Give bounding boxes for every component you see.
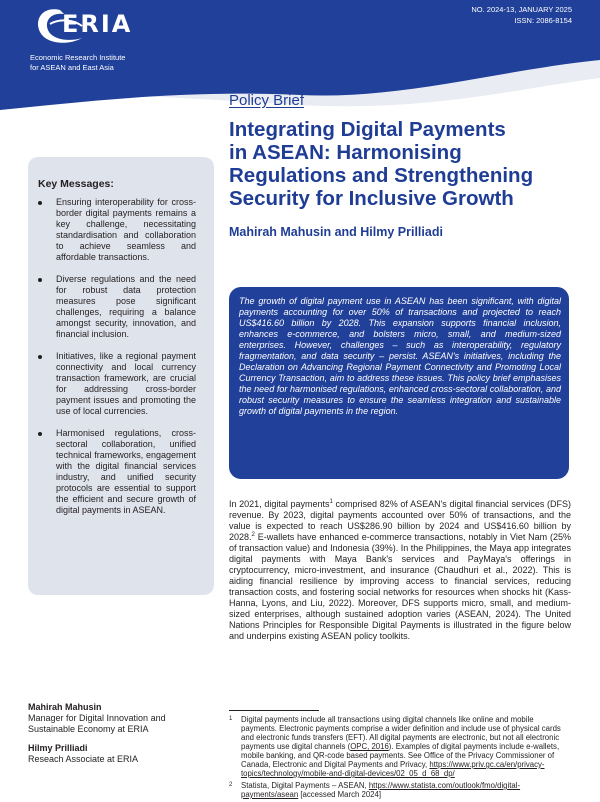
footnote-number: 2 <box>229 782 233 788</box>
organization-name <box>30 53 125 73</box>
footnote-text: ). Examples of digital payments include e-wallets, mobile banking, and QR-code based payments. See Office of the Privacy Commissioner of Canada, Electronic and Digital Payments and Privacy, <box>241 742 560 769</box>
footnote-ref[interactable]: 1 <box>329 499 333 505</box>
key-message-item: Diverse regulations and the need for robust data protection measures pose significant challenges, requiring a balance amongst security, innovation, and financial inclusion. <box>36 274 196 340</box>
footnotes <box>229 715 571 802</box>
title-line: in ASEAN: Harmonising <box>229 141 462 164</box>
footnote-link[interactable]: https://www.statista.com/outlook/fmo/digital-payments/asean <box>241 781 521 799</box>
footnote-text: [accessed March 2024] <box>298 790 381 799</box>
policy-brief-label: Policy Brief <box>229 92 305 109</box>
key-messages-title: Key Messages: <box>38 178 114 190</box>
key-message-item: Harmonised regulations, cross-sectoral collaboration, unified technical frameworks, engagement with the digital financial services industry, and unified security protocols are essential to support the efficient and secure growth of digital payments in ASEAN. <box>36 428 196 516</box>
authors-line: Mahirah Mahusin and Hilmy Prilliadi <box>229 225 443 239</box>
issn: ISSN: 2086-8154 <box>514 16 572 25</box>
abstract-text: The growth of digital payment use in ASEAN has been significant, with digital payments accounting for over 50% of transactions and projected to reach US$416.60 billion by 2028. This expansion supports financial inclusion, enhances e-commerce, and bolsters micro, small, and medium-sized enterprises. However, challenges – such as interoperability, regulatory fragmentation, and data security – persist. ASEAN's initiatives, including the Declaration on Advancing Regional Payment Connectivity and Promoting Local Currency Transaction, aim to address these issues. This policy brief emphasises the need for harmonised regulations, enhanced cross-sectoral collaboration, and robust security measures to ensure the seamless integration and sustainable growth of digital payments in the region. <box>239 296 561 416</box>
footnote-text: Digital payments include all transactions using digital channels like online and mobile payments. Electronic payments comprise a wider definition and include use of physical cards and electronic funds transfers (EFT). All digital payments are electronic, but not all electronic payments use digital channels ( <box>241 715 561 751</box>
body-text-part: comprised 82% of ASEAN's digital financial services (DFS) revenue. By 2023, digital payments accounted over 50% of transactions, and the value is expected to reach US$286.90 billion by 2024 and US$416.60 billion by 2028. <box>229 499 571 542</box>
author-role: Reseach Associate at ERIA <box>28 754 139 764</box>
title-line: Integrating Digital Payments <box>229 118 506 141</box>
footnote <box>229 715 571 778</box>
author-name: Mahirah Mahusin <box>28 702 102 712</box>
body-text-part: E-wallets have enhanced e-commerce transactions, notably in Viet Nam (25% of transaction value) and Indonesia (39%). In the Philippines, the Maya app integrates digital payments with Maya Bank's services and PayMaya's offerings in cryptocurrency, micro-investment, and insurance (Chaudhuri et al., 2022). This is aiding financial resilience by improving access to financial services, reducing transaction costs, and fostering social networks for resources when shocks hit (Kass-Hanna, Lyons, and Liu, 2022). Moreover, DFS supports micro, small, and medium-sized enterprises, although sustained adoption varies (ASEAN, 2024). The United Nations Principles for Responsible Digital Payments is illustrated in the figure below and underpins existing ASEAN policy toolkits. <box>229 532 571 641</box>
author-name: Hilmy Prilliadi <box>28 743 88 753</box>
body-text-part: In 2021, digital payments <box>229 499 330 509</box>
footnote-divider <box>229 710 319 711</box>
footnote-ref[interactable]: 2 <box>251 532 255 538</box>
org-line-2: for ASEAN and East Asia <box>30 63 114 72</box>
issue-number: NO. 2024-13, JANUARY 2025 <box>471 5 572 14</box>
issue-info <box>471 4 572 26</box>
footnote-link[interactable]: https://www.priv.gc.ca/en/privacy-topics/technology/mobile-and-digital-devices/02_05_d_68_dp/ <box>241 760 545 778</box>
author-bio <box>28 743 208 765</box>
page-title <box>229 118 579 210</box>
footnote <box>229 781 571 799</box>
title-line: Security for Inclusive Growth <box>229 187 514 210</box>
org-line-1: Economic Research Institute <box>30 53 126 62</box>
key-message-item: Initiatives, like a regional payment connectivity and local currency transaction framework, are crucial for addressing cross-border payment issues and promoting the use of local currencies. <box>36 351 196 417</box>
author-bio <box>28 702 208 735</box>
footnote-link[interactable]: OPC, 2016 <box>350 742 389 751</box>
body-paragraph <box>229 499 571 642</box>
key-messages-list <box>36 197 196 527</box>
title-line: Regulations and Strengthening <box>229 164 534 187</box>
footnote-number: 1 <box>229 716 233 722</box>
logo-text: ERIA <box>62 10 133 38</box>
footnote-text: Statista, Digital Payments – ASEAN, <box>241 781 369 790</box>
key-message-item: Ensuring interoperability for cross-border digital payments remains a key challenge, necessitating standardisation and collaboration to achieve seamless and affordable transactions. <box>36 197 196 263</box>
author-role: Manager for Digital Innovation and Sustainable Economy at ERIA <box>28 713 166 734</box>
